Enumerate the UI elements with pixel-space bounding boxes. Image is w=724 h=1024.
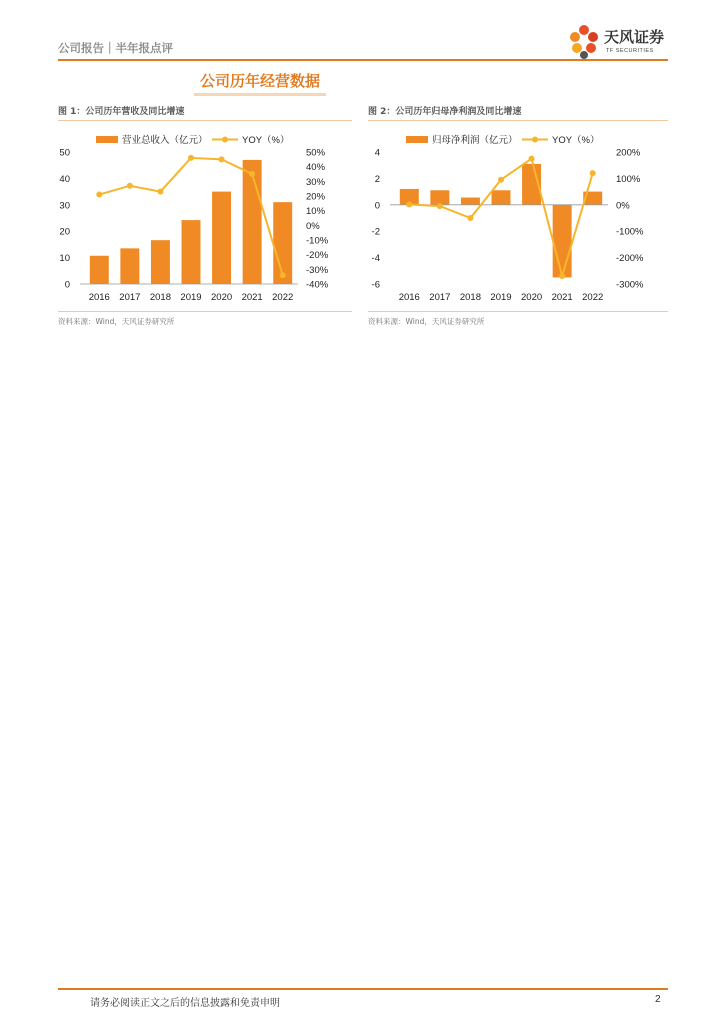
y-right-tick-label: -300%	[616, 279, 644, 291]
y-right-tick-label: -20%	[306, 250, 329, 262]
y-left-tick-label: 20	[59, 226, 70, 238]
yoy-point-2022	[590, 170, 596, 176]
x-tick-label: 2021	[241, 292, 263, 303]
footer-divider	[58, 988, 668, 990]
legend-bar-swatch	[406, 136, 428, 143]
yoy-point-2017	[127, 183, 133, 189]
legend-line-marker	[222, 137, 228, 143]
x-tick-label: 2022	[272, 292, 294, 303]
bar-2022	[273, 202, 292, 284]
y-left-tick-label: 0	[64, 279, 70, 291]
x-tick-label: 2020	[211, 292, 233, 303]
figure-2-source: 资料来源：Wind，天风证券研究所	[368, 317, 485, 326]
figure-1-bottom-rule	[58, 311, 352, 312]
legend-line-label: YOY（%）	[242, 135, 290, 146]
y-left-tick-label: 10	[59, 253, 70, 265]
logo-text-cn: 天风证券	[604, 28, 665, 46]
yoy-point-2019	[188, 155, 194, 161]
yoy-point-2020	[219, 156, 225, 162]
bar-2019	[182, 220, 201, 284]
x-tick-label: 2020	[521, 292, 543, 303]
figure-1-caption: 图 1：公司历年营收及同比增速	[58, 107, 185, 117]
yoy-point-2016	[406, 202, 412, 208]
y-left-tick-label: -2	[371, 226, 380, 238]
bar-2019	[492, 190, 511, 205]
figure-2-caption: 图 2：公司历年归母净利润及同比增速	[368, 107, 522, 117]
y-right-tick-label: -10%	[306, 235, 329, 247]
x-tick-label: 2019	[490, 292, 512, 303]
legend-bar-label: 营业总收入（亿元）	[122, 135, 208, 146]
y-left-tick-label: 2	[374, 173, 380, 185]
y-right-tick-label: 40%	[306, 162, 326, 174]
bar-2020	[212, 192, 231, 284]
y-right-tick-label: 30%	[306, 176, 326, 188]
header-divider	[58, 59, 668, 61]
y-left-tick-label: 4	[374, 147, 380, 159]
yoy-point-2017	[437, 203, 443, 209]
logo-text-en: TF SECURITIES	[606, 48, 654, 54]
figure-1-source: 资料来源：Wind，天风证券研究所	[58, 317, 175, 326]
yoy-point-2018	[467, 215, 473, 221]
x-tick-label: 2018	[459, 292, 481, 303]
figure-2-top-rule	[368, 120, 668, 121]
yoy-point-2021	[249, 171, 255, 177]
figure-2-bottom-rule	[368, 311, 668, 312]
legend-line-label: YOY（%）	[552, 135, 600, 146]
y-left-tick-label: 30	[59, 200, 70, 212]
y-left-tick-label: -4	[371, 253, 380, 265]
y-right-tick-label: -200%	[616, 253, 644, 265]
section-title	[0, 70, 520, 96]
bar-2018	[151, 240, 170, 284]
section-title-text: 公司历年经营数据	[194, 70, 326, 96]
x-tick-label: 2019	[180, 292, 202, 303]
figure-1-top-rule	[58, 120, 352, 121]
company-logo	[566, 22, 672, 60]
y-right-tick-label: 10%	[306, 206, 326, 218]
report-breadcrumb: 公司报告｜半年报点评	[58, 41, 173, 55]
footer-disclaimer: 请务必阅读正文之后的信息披露和免责申明	[90, 998, 280, 1009]
legend-bar-label: 归母净利润（亿元）	[432, 135, 518, 146]
y-left-tick-label: -6	[371, 279, 380, 291]
bar-2021	[553, 205, 572, 278]
y-left-tick-label: 0	[374, 200, 380, 212]
y-right-tick-label: 0%	[616, 200, 630, 212]
y-right-tick-label: 20%	[306, 191, 326, 203]
legend-bar-swatch	[96, 136, 118, 143]
chart-legend	[96, 134, 290, 146]
x-tick-label: 2017	[119, 292, 141, 303]
y-right-tick-label: 200%	[616, 147, 641, 159]
figure-2-chart	[368, 124, 668, 308]
figure-1-chart	[58, 124, 358, 308]
y-right-tick-label: -30%	[306, 264, 329, 276]
yoy-point-2016	[96, 192, 102, 198]
yoy-point-2019	[498, 177, 504, 183]
yoy-point-2018	[157, 189, 163, 195]
y-right-tick-label: -40%	[306, 279, 329, 291]
x-tick-label: 2016	[398, 292, 420, 303]
bar-2016	[90, 256, 109, 284]
x-tick-label: 2016	[88, 292, 110, 303]
yoy-point-2020	[529, 156, 535, 162]
y-right-tick-label: 50%	[306, 147, 326, 159]
y-left-tick-label: 40	[59, 173, 70, 185]
page-number: 2	[655, 994, 661, 1005]
legend-line-marker	[532, 137, 538, 143]
bar-2018	[461, 198, 480, 205]
y-left-tick-label: 50	[59, 147, 70, 159]
flower-logo-icon	[566, 22, 602, 60]
x-tick-label: 2018	[149, 292, 171, 303]
yoy-point-2021	[559, 273, 565, 279]
bar-2017	[430, 190, 449, 205]
x-tick-label: 2017	[429, 292, 451, 303]
x-tick-label: 2022	[582, 292, 604, 303]
x-tick-label: 2021	[551, 292, 573, 303]
y-right-tick-label: 0%	[306, 220, 320, 232]
y-right-tick-label: 100%	[616, 173, 641, 185]
y-right-tick-label: -100%	[616, 226, 644, 238]
bar-2021	[243, 160, 262, 284]
yoy-point-2022	[280, 272, 286, 278]
bar-2017	[120, 248, 139, 284]
chart-legend	[406, 134, 600, 146]
